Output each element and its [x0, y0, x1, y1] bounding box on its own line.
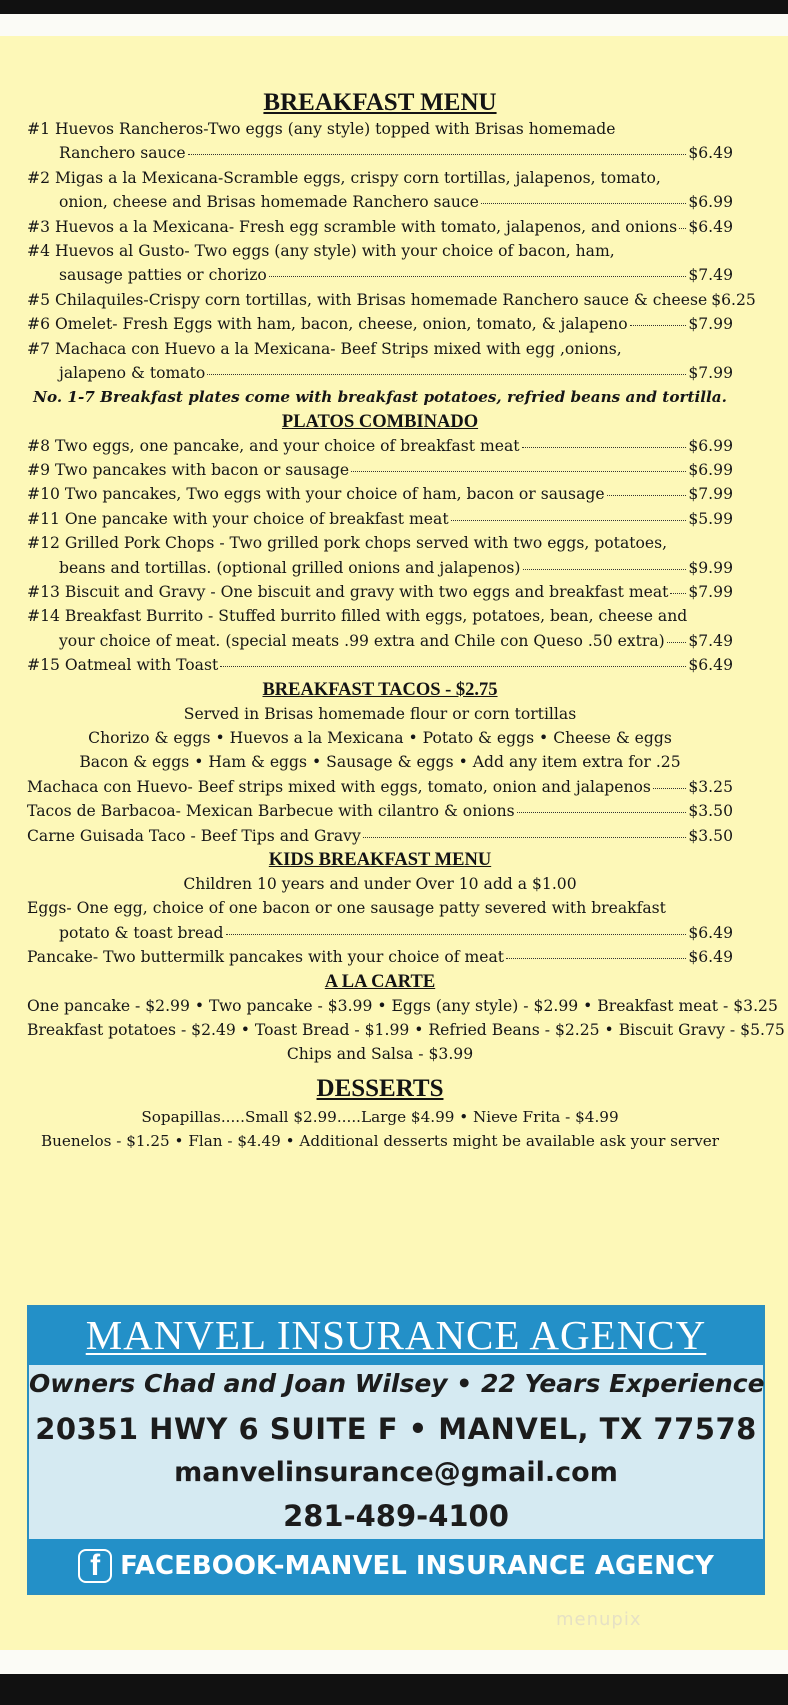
- dot-leader: [506, 958, 686, 959]
- menu-item: [27, 361, 733, 385]
- menu-item-name: Ranchero sauce: [59, 144, 186, 163]
- bottom-white-band: [0, 1650, 788, 1674]
- dot-leader: [653, 788, 686, 789]
- ad-phone: 281-489-4100: [283, 1499, 509, 1533]
- menu-item: [27, 653, 733, 677]
- top-black-bar: [0, 0, 788, 14]
- menu-item: [27, 263, 733, 287]
- menu-item-name: #14 Breakfast Burrito - Stuffed burrito filled with eggs, potatoes, bean, cheese and: [27, 607, 688, 626]
- menu-item: [27, 921, 733, 945]
- menu-item-price: $7.49: [688, 631, 733, 650]
- menu-item: [27, 288, 756, 312]
- menu-item: [27, 215, 733, 239]
- menu-item: [27, 117, 733, 141]
- ad-facebook-bar: [29, 1539, 763, 1593]
- menu-item: [27, 166, 733, 190]
- menu-item-name: #12 Grilled Pork Chops - Two grilled pork chops served with two eggs, potatoes,: [27, 534, 668, 553]
- menu-item: [27, 312, 733, 336]
- menu-item: [27, 896, 733, 920]
- menu-item-name: Pancake- Two buttermilk pancakes with your choice of meat: [27, 948, 505, 967]
- dot-leader: [667, 642, 687, 643]
- menu-item-price: $6.99: [688, 193, 733, 212]
- kids-heading: KIDS BREAKFAST MENU: [268, 849, 492, 870]
- menu-item-price: $7.99: [688, 583, 733, 602]
- menu-item-name: beans and tortillas. (optional grilled onions and jalapenos): [59, 558, 521, 577]
- menu-item: [27, 434, 733, 458]
- desserts-heading: DESSERTS: [316, 1074, 444, 1102]
- menu-item: [27, 458, 733, 482]
- menu-item-name: Carne Guisada Taco - Beef Tips and Gravy: [27, 826, 361, 845]
- dot-leader: [188, 154, 687, 155]
- ad-facebook-text: FACEBOOK-MANVEL INSURANCE AGENCY: [120, 1551, 714, 1581]
- dot-leader: [269, 276, 687, 277]
- tacos-list: [27, 775, 733, 848]
- tacos-line: Chorizo & eggs • Huevos a la Mexicana • Potato & eggs • Cheese & eggs: [88, 728, 672, 747]
- ad-email: manvelinsurance@gmail.com: [174, 1457, 618, 1488]
- menu-item: [27, 604, 733, 628]
- menu-item: [27, 775, 733, 799]
- menu-item: [27, 337, 733, 361]
- dot-leader: [363, 837, 687, 838]
- menu-item-name: sausage patties or chorizo: [59, 266, 267, 285]
- menu-item-price: $3.50: [688, 802, 733, 821]
- menu-item-price: $5.99: [688, 509, 733, 528]
- dot-leader: [522, 447, 687, 448]
- menu-item-name: #7 Machaca con Huevo a la Mexicana- Beef Strips mixed with egg ,onions,: [27, 339, 622, 358]
- menu-item-price: $9.99: [688, 558, 733, 577]
- menu-item-name: jalapeno & tomato: [59, 363, 206, 382]
- menu-item-name: Eggs- One egg, choice of one bacon or one sausage patty severed with breakfast: [27, 899, 666, 918]
- dot-leader: [517, 812, 687, 813]
- page-title: BREAKFAST MENU: [263, 89, 497, 116]
- menu-item: [27, 580, 733, 604]
- menu-item-price: $6.49: [688, 656, 733, 675]
- menu-item: [27, 556, 733, 580]
- menu-item-name: Machaca con Huevo- Beef strips mixed with eggs, tomato, onion and jalapenos: [27, 777, 651, 796]
- menu-item: [27, 507, 733, 531]
- menu-item-name: Tacos de Barbacoa- Mexican Barbecue with cilantro & onions: [27, 802, 515, 821]
- platos-list: [27, 434, 733, 678]
- menu-item: [27, 141, 733, 165]
- dot-leader: [451, 520, 687, 521]
- ad-address: 20351 HWY 6 SUITE F • MANVEL, TX 77578: [35, 1412, 757, 1446]
- watermark: menupix: [556, 1609, 642, 1630]
- menu-item-name: #15 Oatmeal with Toast: [27, 656, 219, 675]
- dot-leader: [630, 325, 687, 326]
- ad-title: MANVEL INSURANCE AGENCY: [29, 1307, 763, 1365]
- bottom-black-bar: [0, 1674, 788, 1705]
- insurance-ad: [27, 1305, 765, 1595]
- tacos-line: Served in Brisas homemade flour or corn tortillas: [183, 704, 577, 723]
- menu-item-name: #5 Chilaquiles-Crispy corn tortillas, with Brisas homemade Ranchero sauce & cheese: [27, 290, 708, 309]
- facebook-icon: f: [78, 1549, 112, 1583]
- menu-item-price: $7.99: [688, 315, 733, 334]
- menu-content: [27, 86, 785, 1153]
- menu-item: [27, 239, 733, 263]
- menu-item-price: $7.99: [688, 363, 733, 382]
- menu-item-price: $6.25: [711, 290, 756, 309]
- dot-leader: [481, 203, 686, 204]
- menu-item-name: #8 Two eggs, one pancake, and your choice of breakfast meat: [27, 436, 520, 455]
- menu-item: [27, 190, 733, 214]
- dot-leader: [670, 593, 686, 594]
- dot-leader: [607, 495, 687, 496]
- menu-item-price: $3.50: [688, 826, 733, 845]
- carte-heading: A LA CARTE: [324, 971, 436, 992]
- menu-item-name: onion, cheese and Brisas homemade Ranchero sauce: [59, 193, 479, 212]
- carte-line: One pancake - $2.99 • Two pancake - $3.99 • Eggs (any style) - $2.99 • Breakfast meat - $3.25: [27, 996, 778, 1015]
- menu-item-name: your choice of meat. (special meats .99 extra and Chile con Queso .50 extra): [59, 631, 665, 650]
- menu-item: [27, 945, 733, 969]
- menu-item-name: #1 Huevos Rancheros-Two eggs (any style) topped with Brisas homemade: [27, 120, 616, 138]
- menu-item-price: $7.49: [688, 266, 733, 285]
- menu-item-price: $6.99: [688, 461, 733, 480]
- menu-item-name: potato & toast bread: [59, 923, 224, 942]
- desserts-line: Buenelos - $1.25 • Flan - $4.49 • Additional desserts might be available ask your server: [40, 1132, 720, 1151]
- carte-line: Breakfast potatoes - $2.49 • Toast Bread - $1.99 • Refried Beans - $2.25 • Biscuit Gravy - $5.75: [27, 1020, 785, 1039]
- menu-item-price: $6.49: [688, 144, 733, 163]
- menu-item-name: #3 Huevos a la Mexicana- Fresh egg scramble with tomato, jalapenos, and onions: [27, 217, 678, 236]
- menu-item-price: $6.49: [688, 217, 733, 236]
- menu-item-name: #4 Huevos al Gusto- Two eggs (any style) with your choice of bacon, ham,: [27, 241, 615, 260]
- menu-item: [27, 629, 733, 653]
- breakfast-note: No. 1-7 Breakfast plates come with breakfast potatoes, refried beans and tortilla.: [33, 388, 727, 407]
- menu-item-price: $7.99: [688, 485, 733, 504]
- dot-leader: [679, 228, 686, 229]
- tacos-line: Bacon & eggs • Ham & eggs • Sausage & eggs • Add any item extra for .25: [79, 753, 681, 772]
- menu-item-name: #11 One pancake with your choice of breakfast meat: [27, 509, 449, 528]
- menu-item: [27, 482, 733, 506]
- tacos-heading: BREAKFAST TACOS - $2.75: [262, 679, 498, 700]
- ad-owners: Owners Chad and Joan Wilsey • 22 Years Experience: [29, 1369, 765, 1398]
- menu-item-name: #13 Biscuit and Gravy - One biscuit and gravy with two eggs and breakfast meat: [27, 583, 669, 602]
- menu-item-name: #6 Omelet- Fresh Eggs with ham, bacon, cheese, onion, tomato, & jalapeno: [27, 315, 628, 334]
- breakfast-list: [27, 117, 756, 385]
- menu-item-price: $6.49: [688, 923, 733, 942]
- carte-line: Chips and Salsa - $3.99: [286, 1045, 474, 1064]
- dot-leader: [220, 666, 686, 667]
- menu-item-name: #2 Migas a la Mexicana-Scramble eggs, crispy corn tortillas, jalapenos, tomato,: [27, 168, 661, 187]
- menu-item-price: $3.25: [688, 777, 733, 796]
- top-white-band: [0, 14, 788, 36]
- kids-subtitle: Children 10 years and under Over 10 add a $1.00: [183, 874, 577, 893]
- dot-leader: [207, 374, 686, 375]
- menu-item-price: $6.99: [688, 436, 733, 455]
- menu-item-price: $6.49: [688, 948, 733, 967]
- kids-list: [27, 896, 733, 969]
- dot-leader: [523, 569, 687, 570]
- desserts-line: Sopapillas.....Small $2.99.....Large $4.99 • Nieve Frita - $4.99: [141, 1107, 619, 1126]
- menu-item: [27, 799, 733, 823]
- platos-heading: PLATOS COMBINADO: [281, 411, 479, 432]
- dot-leader: [351, 471, 686, 472]
- menu-item-name: #9 Two pancakes with bacon or sausage: [27, 461, 350, 480]
- menu-item: [27, 824, 733, 848]
- menu-item-name: #10 Two pancakes, Two eggs with your choice of ham, bacon or sausage: [27, 485, 605, 504]
- menu-item: [27, 531, 733, 555]
- dot-leader: [226, 934, 687, 935]
